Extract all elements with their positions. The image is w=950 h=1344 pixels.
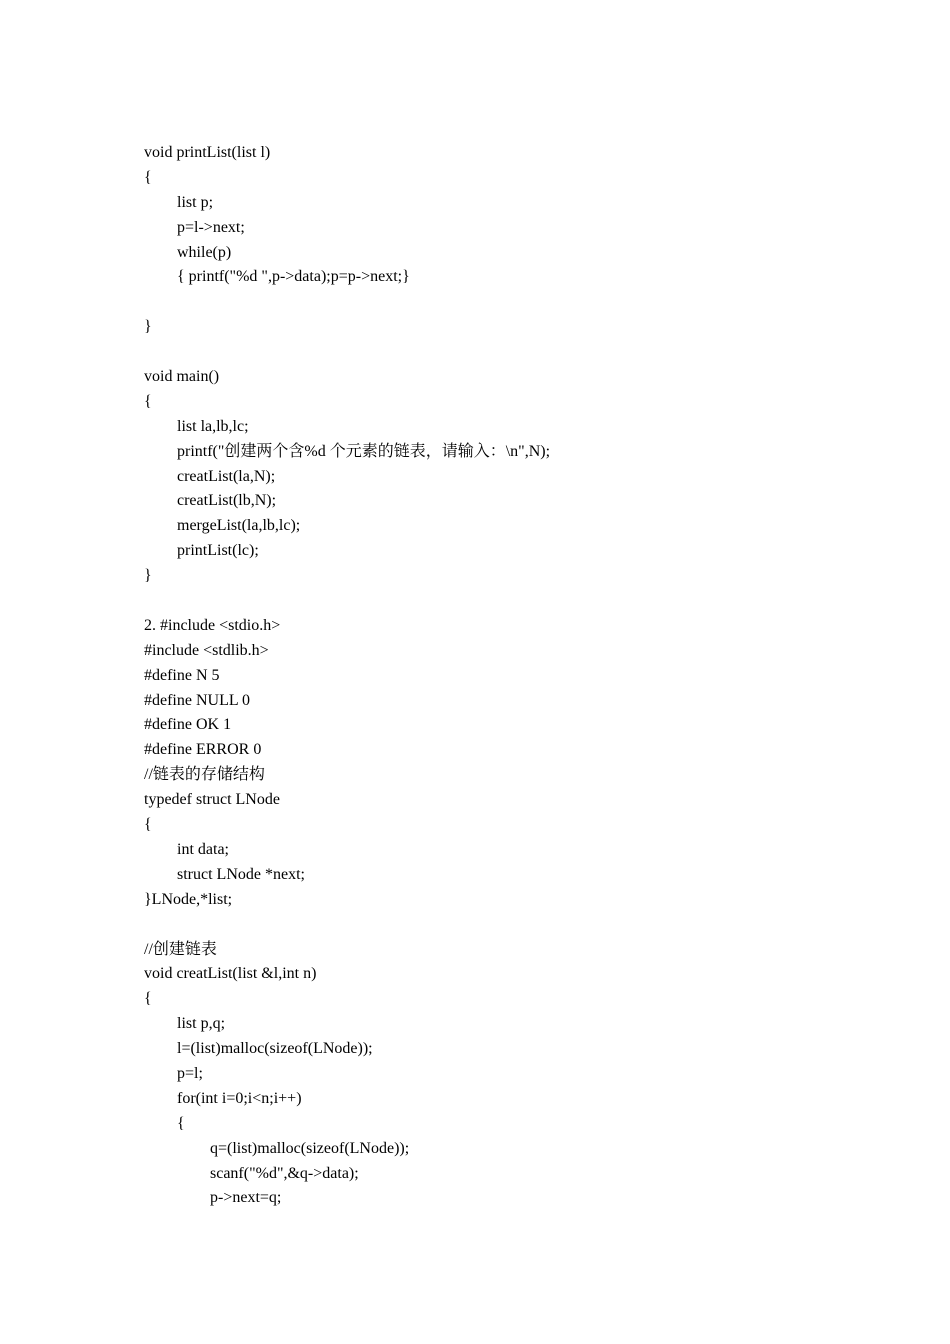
code-line: #define OK 1 bbox=[144, 716, 232, 734]
code-line: list la,lb,lc; bbox=[177, 417, 249, 435]
code-line: printList(lc); bbox=[177, 542, 259, 560]
code-line: p=l->next; bbox=[177, 218, 245, 236]
code-line: //创建链表 bbox=[144, 940, 217, 958]
blank-line bbox=[144, 340, 550, 365]
code-line: }LNode,*list; bbox=[144, 890, 233, 908]
code-line: { printf("%d ",p->data);p=p->next;} bbox=[177, 268, 410, 286]
code-line: { bbox=[177, 1114, 185, 1132]
code-line: list p; bbox=[177, 193, 214, 211]
code-line: while(p) bbox=[177, 243, 232, 261]
code-line: } bbox=[144, 567, 152, 585]
code-line: #define NULL 0 bbox=[144, 691, 251, 709]
code-line: list p,q; bbox=[177, 1015, 226, 1033]
code-line: q=(list)malloc(sizeof(LNode)); bbox=[210, 1139, 410, 1157]
code-line: creatList(lb,N); bbox=[177, 492, 277, 510]
code-line: printf("创建两个含%d 个元素的链表，请输入：\n",N); bbox=[177, 442, 551, 460]
code-line: { bbox=[144, 168, 152, 186]
code-line: scanf("%d",&q->data); bbox=[210, 1164, 359, 1182]
code-line: for(int i=0;i<n;i++) bbox=[177, 1089, 302, 1107]
code-line: #include <stdlib.h> bbox=[144, 641, 269, 659]
blank-line bbox=[144, 589, 550, 614]
code-line: int data; bbox=[177, 840, 229, 858]
code-line: p=l; bbox=[177, 1064, 203, 1082]
code-line: mergeList(la,lb,lc); bbox=[177, 517, 301, 535]
code-line: { bbox=[144, 392, 152, 410]
code-line: void creatList(list &l,int n) bbox=[144, 965, 317, 983]
blank-line bbox=[144, 290, 550, 315]
code-line: void printList(list l) bbox=[144, 144, 271, 161]
code-line: p->next=q; bbox=[210, 1189, 282, 1207]
code-line: 2. #include <stdio.h> bbox=[144, 616, 281, 634]
code-line: struct LNode *next; bbox=[177, 865, 305, 883]
code-line: void main() bbox=[144, 368, 220, 386]
code-line: { bbox=[144, 990, 152, 1008]
code-line: typedef struct LNode bbox=[144, 791, 280, 809]
code-line: { bbox=[144, 816, 152, 834]
blank-line bbox=[144, 913, 550, 938]
code-line: //链表的存储结构 bbox=[144, 766, 265, 784]
code-line: #define ERROR 0 bbox=[144, 741, 262, 759]
code-listing bbox=[144, 141, 550, 1211]
code-line: l=(list)malloc(sizeof(LNode)); bbox=[177, 1040, 373, 1058]
code-line: } bbox=[144, 318, 152, 336]
code-line: #define N 5 bbox=[144, 666, 220, 684]
code-line: creatList(la,N); bbox=[177, 467, 276, 485]
